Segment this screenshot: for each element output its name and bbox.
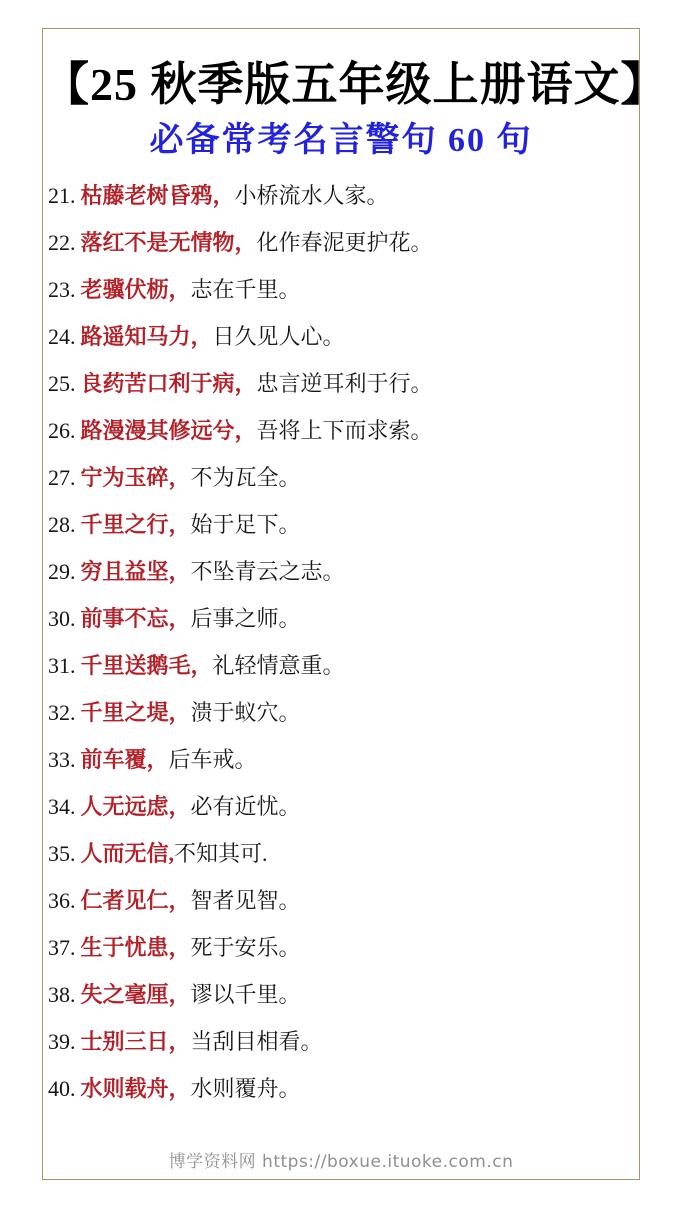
item-number: 22. — [48, 230, 76, 255]
saying-item — [48, 407, 639, 454]
item-continuation: 不知其可. — [174, 841, 268, 866]
footer-watermark: 博学资料网 https://boxue.ituoke.com.cn — [168, 1152, 514, 1172]
item-highlight: 士别三日， — [80, 1029, 191, 1054]
item-highlight: 枯藤老树昏鸦， — [80, 183, 235, 208]
item-number: 36. — [48, 888, 76, 913]
item-number: 40. — [48, 1076, 76, 1101]
saying-item — [48, 266, 639, 313]
item-continuation: 不坠青云之志。 — [190, 559, 345, 584]
item-continuation: 化作春泥更护花。 — [256, 230, 433, 255]
page-title: 【25 秋季版五年级上册语文】 — [43, 59, 668, 110]
item-number: 37. — [48, 935, 76, 960]
item-highlight: 老骥伏枥， — [80, 277, 191, 302]
item-number: 31. — [48, 653, 76, 678]
saying-item — [48, 501, 639, 548]
saying-item — [48, 877, 639, 924]
item-continuation: 死于安乐。 — [190, 935, 301, 960]
item-highlight: 宁为玉碎， — [80, 465, 191, 490]
item-number: 23. — [48, 277, 76, 302]
item-number: 38. — [48, 982, 76, 1007]
saying-item — [48, 454, 639, 501]
item-highlight: 仁者见仁， — [80, 888, 191, 913]
page-frame — [42, 28, 668, 1180]
item-number: 33. — [48, 747, 76, 772]
page-subtitle: 必备常考名言警句 60 句 — [149, 122, 533, 159]
item-continuation: 礼轻情意重。 — [212, 653, 345, 678]
item-highlight: 生于忧患， — [80, 935, 191, 960]
item-continuation: 当刮目相看。 — [190, 1029, 323, 1054]
saying-item — [48, 736, 639, 783]
item-number: 24. — [48, 324, 76, 349]
item-number: 34. — [48, 794, 76, 819]
saying-item — [48, 172, 639, 219]
item-highlight: 失之毫厘， — [80, 982, 191, 1007]
item-highlight: 人无远虑， — [80, 794, 191, 819]
saying-item — [48, 219, 639, 266]
item-continuation: 必有近忧。 — [190, 794, 301, 819]
item-highlight: 路漫漫其修远兮， — [80, 418, 257, 443]
item-continuation: 始于足下。 — [190, 512, 301, 537]
item-number: 35. — [48, 841, 76, 866]
item-highlight: 落红不是无情物， — [80, 230, 257, 255]
saying-item — [48, 1065, 639, 1112]
saying-item — [48, 595, 639, 642]
item-number: 28. — [48, 512, 76, 537]
item-number: 30. — [48, 606, 76, 631]
item-continuation: 不为瓦全。 — [190, 465, 301, 490]
item-continuation: 志在千里。 — [190, 277, 301, 302]
saying-item — [48, 971, 639, 1018]
item-number: 39. — [48, 1029, 76, 1054]
sayings-list — [43, 172, 639, 1112]
saying-item — [48, 830, 639, 877]
item-continuation: 后车戒。 — [168, 747, 257, 772]
item-highlight: 水则载舟， — [80, 1076, 191, 1101]
saying-item — [48, 924, 639, 971]
item-continuation: 日久见人心。 — [212, 324, 345, 349]
saying-item — [48, 360, 639, 407]
item-highlight: 千里送鹅毛， — [80, 653, 213, 678]
item-continuation: 后事之师。 — [190, 606, 301, 631]
item-continuation: 小桥流水人家。 — [234, 183, 389, 208]
item-continuation: 智者见智。 — [190, 888, 301, 913]
item-continuation: 溃于蚁穴。 — [190, 700, 301, 725]
item-number: 25. — [48, 371, 76, 396]
item-number: 21. — [48, 183, 76, 208]
item-number: 29. — [48, 559, 76, 584]
item-continuation: 水则覆舟。 — [190, 1076, 301, 1101]
item-highlight: 千里之行， — [80, 512, 191, 537]
item-highlight: 千里之堤， — [80, 700, 191, 725]
item-continuation: 谬以千里。 — [190, 982, 301, 1007]
item-highlight: 良药苦口利于病， — [80, 371, 257, 396]
item-continuation: 忠言逆耳利于行。 — [256, 371, 433, 396]
item-continuation: 吾将上下而求索。 — [256, 418, 433, 443]
item-highlight: 穷且益坚， — [80, 559, 191, 584]
item-highlight: 前事不忘， — [80, 606, 191, 631]
saying-item — [48, 548, 639, 595]
saying-item — [48, 313, 639, 360]
item-highlight: 前车覆， — [80, 747, 169, 772]
item-number: 27. — [48, 465, 76, 490]
saying-item — [48, 1018, 639, 1065]
item-number: 32. — [48, 700, 76, 725]
item-number: 26. — [48, 418, 76, 443]
item-highlight: 路遥知马力， — [80, 324, 213, 349]
saying-item — [48, 642, 639, 689]
saying-item — [48, 689, 639, 736]
saying-item — [48, 783, 639, 830]
item-highlight: 人而无信, — [80, 841, 175, 866]
